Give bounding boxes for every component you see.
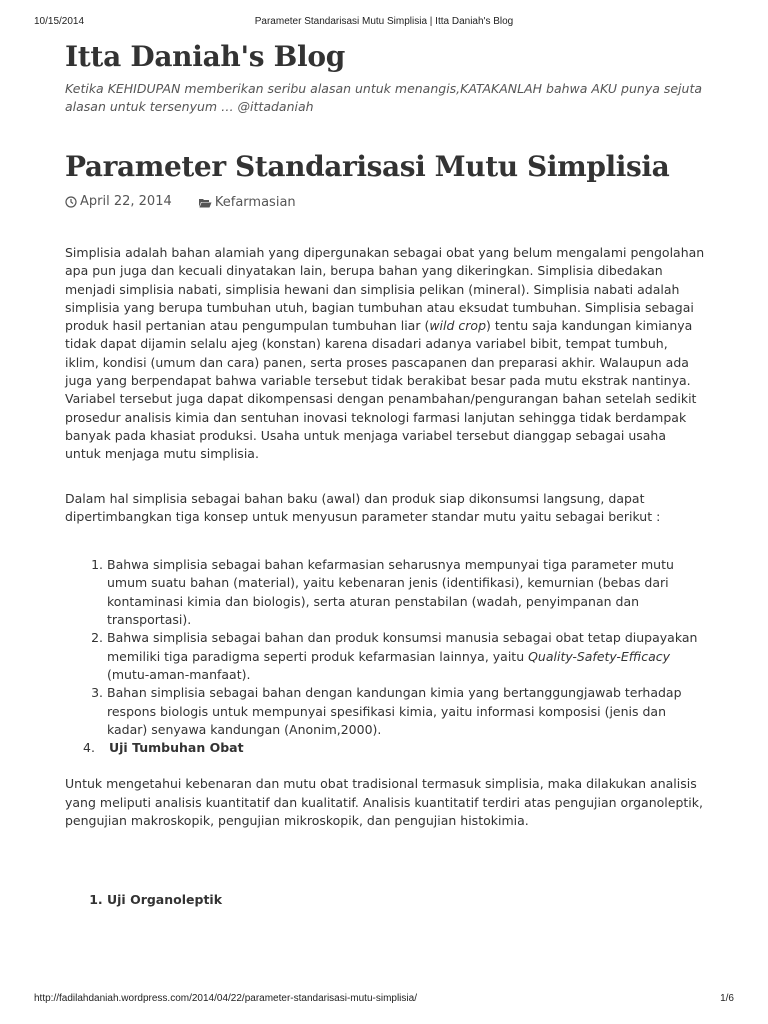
post-category-text: Kefarmasian <box>214 194 296 210</box>
paragraph-intro: Simplisia adalah bahan alamiah yang dipergunakan sebagai obat yang belum mengalami pengolahan apa pun juga dan kecuali dinyatakan lain, berupa bahan yang dikeringkan. Simplisia dibedakan menjadi simplisia nabati, simplisia hewani dan simplisia pelikan (mineral). Simplisia nabati adalah simplisia yang berupa tumbuhan utuh, bagian tumbuhan atau eksudat tumbuhan. Simplisia sebagai produk hasil pertanian atau pengumpulan tumbuhan liar (wild crop) tentu saja kandungan kimianya tidak dapat dijamin selalu ajeg (konstan) karena disadari adanya variabel bibit, tempat tumbuh, iklim, kondisi (umum dan cara) panen, serta proses pascapanen dan preparasi akhir. Walaupun ada juga yang berpendapat bahwa variable tersebut tidak berakibat besar pada mutu ekstrak nantinya. Variabel tersebut juga dapat dikompensasi dengan penambahan/pengurangan bahan setelah sedikit prosedur analisis kimia dan sentuhan inovasi teknologi farmasi lanjutan sehingga tidak berdampak banyak pada khasiat produksi. Usaha untuk menjaga variabel tersebut dianggap sebagai usaha untuk menjaga mutu simplisia. <box>65 245 705 462</box>
site-description: Ketika KEHIDUPAN memberikan seribu alasan untuk menangis,KATAKANLAH bahwa AKU punya sejuta alasan untuk tersenyum … @ittadaniah <box>65 81 703 114</box>
post-date-text: April 22, 2014 <box>80 194 172 209</box>
print-header <box>34 16 734 30</box>
post-date[interactable] <box>65 194 172 209</box>
list-item: 3. Bahan simplisia sebagai bahan dengan kandungan kimia yang bertanggungjawab terhadap respons biologis untuk mempunyai spesifikasi kimia, yaitu informasi komposisi (jenis dan kadar) senyawa kandungan (Anonim,2000). <box>107 684 705 739</box>
test-list <box>65 891 705 909</box>
post-category[interactable] <box>198 195 296 210</box>
print-page-number: 1/6 <box>720 993 734 1004</box>
print-page-title: Parameter Standarisasi Mutu Simplisia | Itta Daniah's Blog <box>254 16 514 27</box>
folder-open-icon <box>198 197 212 208</box>
concept-list <box>65 556 705 757</box>
list-item-heading: 4. Uji Tumbuhan Obat <box>83 740 244 756</box>
list-item: 1. Bahwa simplisia sebagai bahan kefarmasian seharusnya mempunyai tiga parameter mutu umum suatu bahan (material), yaitu kebenaran jenis (identifikasi), kemurnian (bebas dari kontaminasi kimia dan biologis), serta aturan penstabilan (wadah, penyimpanan dan transportasi). <box>107 556 705 629</box>
list-item-heading: 1. Uji Organoleptik <box>107 891 705 909</box>
clock-icon <box>65 196 77 208</box>
paragraph-concepts: Dalam hal simplisia sebagai bahan baku (awal) dan produk siap dikonsumsi langsung, dapat dipertimbangkan tiga konsep untuk menyusun parameter standar mutu yaitu sebagai berikut : <box>65 490 661 524</box>
paragraph-analysis: Untuk mengetahui kebenaran dan mutu obat tradisional termasuk simplisia, maka dilakukan analisis yang meliputi analisis kuantitatif dan kualitatif. Analisis kuantitatif terdiri atas pengujian organoleptik, pengujian makroskopik, pengujian mikroskopik, dan pengujian histokimia. <box>65 776 703 829</box>
site-title[interactable]: Itta Daniah's Blog <box>65 40 346 73</box>
print-url[interactable]: http://fadilahdaniah.wordpress.com/2014/04/22/parameter-standarisasi-mutu-simplisia/ <box>34 993 417 1004</box>
post-title: Parameter Standarisasi Mutu Simplisia <box>65 150 670 183</box>
post-body <box>65 244 705 910</box>
print-footer <box>34 993 734 1007</box>
list-item: 2. Bahwa simplisia sebagai bahan dan produk konsumsi manusia sebagai obat tetap diupayakan memiliki tiga paradigma seperti produk kefarmasian lainnya, yaitu Quality-Safety-Efficacy (mutu-aman-manfaat). <box>107 629 705 684</box>
print-date: 10/15/2014 <box>34 16 85 27</box>
post-meta <box>65 194 296 212</box>
